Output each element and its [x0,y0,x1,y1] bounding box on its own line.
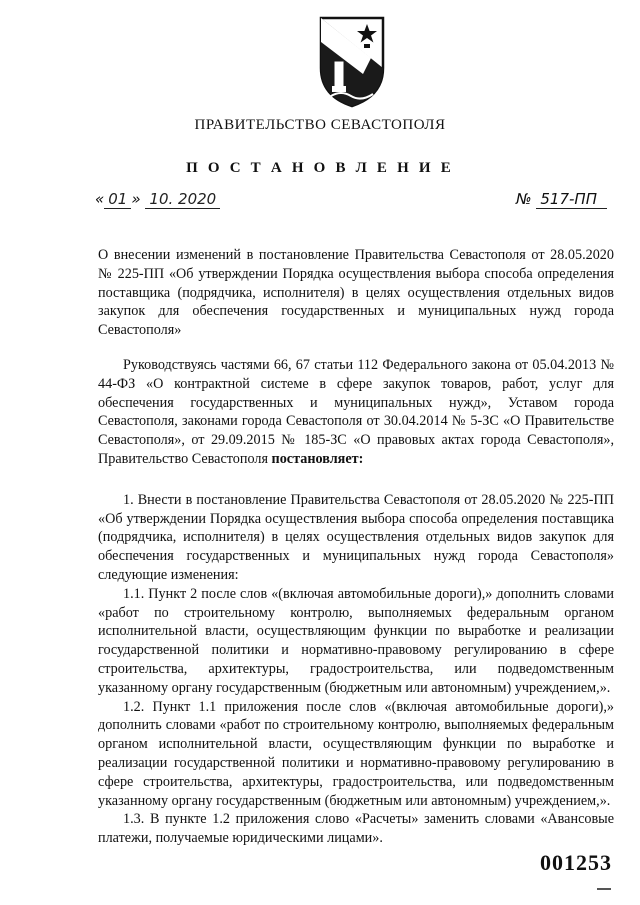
date-day: 01 [104,190,131,209]
item-1-paragraph: 1. Внести в постановление Правительства Севастополя от 28.05.2020 № 225-ПП «Об утверждении Порядка осуществления выбора способа определения поставщика (подрядчика, исполнителя) в целях осуществления отдельных видов закупок для обеспечения государственных и муниципальных нужд города Севастополя» следующие изменения: [98,491,614,583]
document-number [516,190,607,209]
document-subject: О внесении изменений в постановление Правительства Севастополя от 28.05.2020 № 225-ПП «Об утверждении Порядка осуществления выбора способа определения поставщика (подрядчика, исполнителя) в целях осуществления отдельных видов закупок для обеспечения государственных и муниципальных нужд города Севастополя» [98,247,614,339]
document-body [98,356,614,848]
serial-number: 001253 [540,850,612,875]
page-mark [597,888,611,890]
resolves-word: постановляет: [271,450,364,467]
item-1-3-paragraph: 1.3. В пункте 1.2 приложения слово «Расчеты» заменить словами «Авансовые платежи, получаемые юридическими лицами». [98,811,614,847]
preamble-text: Руководствуясь частями 66, 67 статьи 112 Федерального закона от 05.04.2013 № 44-ФЗ «О контрактной системе в сфере закупок товаров, работ, услуг для обеспечения государственных и муниципальных нужд», Уставом города Севастополя, законами города Севастополя от 30.04.2014 № 5-ЗС «О Правительстве Севастополя», от 29.09.2015 № 185-ЗС «О правовых актах города Севастополя», Правительство Севастополя [98,357,614,467]
number-value: 517-ПП [536,190,607,209]
number-sign: № [516,190,532,208]
document-date [95,190,220,209]
date-month-year: 10. 2020 [145,190,220,209]
date-close-quote: » [131,190,141,208]
government-name: ПРАВИТЕЛЬСТВО СЕВАСТОПОЛЯ [194,117,446,133]
date-open-quote: « [95,190,105,208]
preamble-paragraph [98,356,614,469]
item-1-2-paragraph: 1.2. Пункт 1.1 приложения после слов «(включая автомобильные дороги),» дополнить словами «работ по строительному контролю, выполняемых федеральным органом исполнительной власти, осуществляющим функции по выработке и реализации государственной политики и нормативно-правовому регулированию в сфере строительства, архитектуры, градостроительства, или подведомственным указанному органу государственным (бюджетным или автономным) учреждением,». [98,698,614,809]
document-type-title: П О С Т А Н О В Л Е Н И Е [186,160,454,176]
sevastopol-coat-of-arms-emblem [301,10,401,110]
item-1-1-paragraph: 1.1. Пункт 2 после слов «(включая автомобильные дороги),» дополнить словами «работ по строительному контролю, выполняемых федеральным органом исполнительной власти, осуществляющим функции по выработке и реализации государственной политики и нормативно-правовому регулированию в сфере строительства, архитектуры, градостроительства, или подведомственным указанному органу государственным (бюджетным или автономным) учреждением,». [98,585,614,696]
